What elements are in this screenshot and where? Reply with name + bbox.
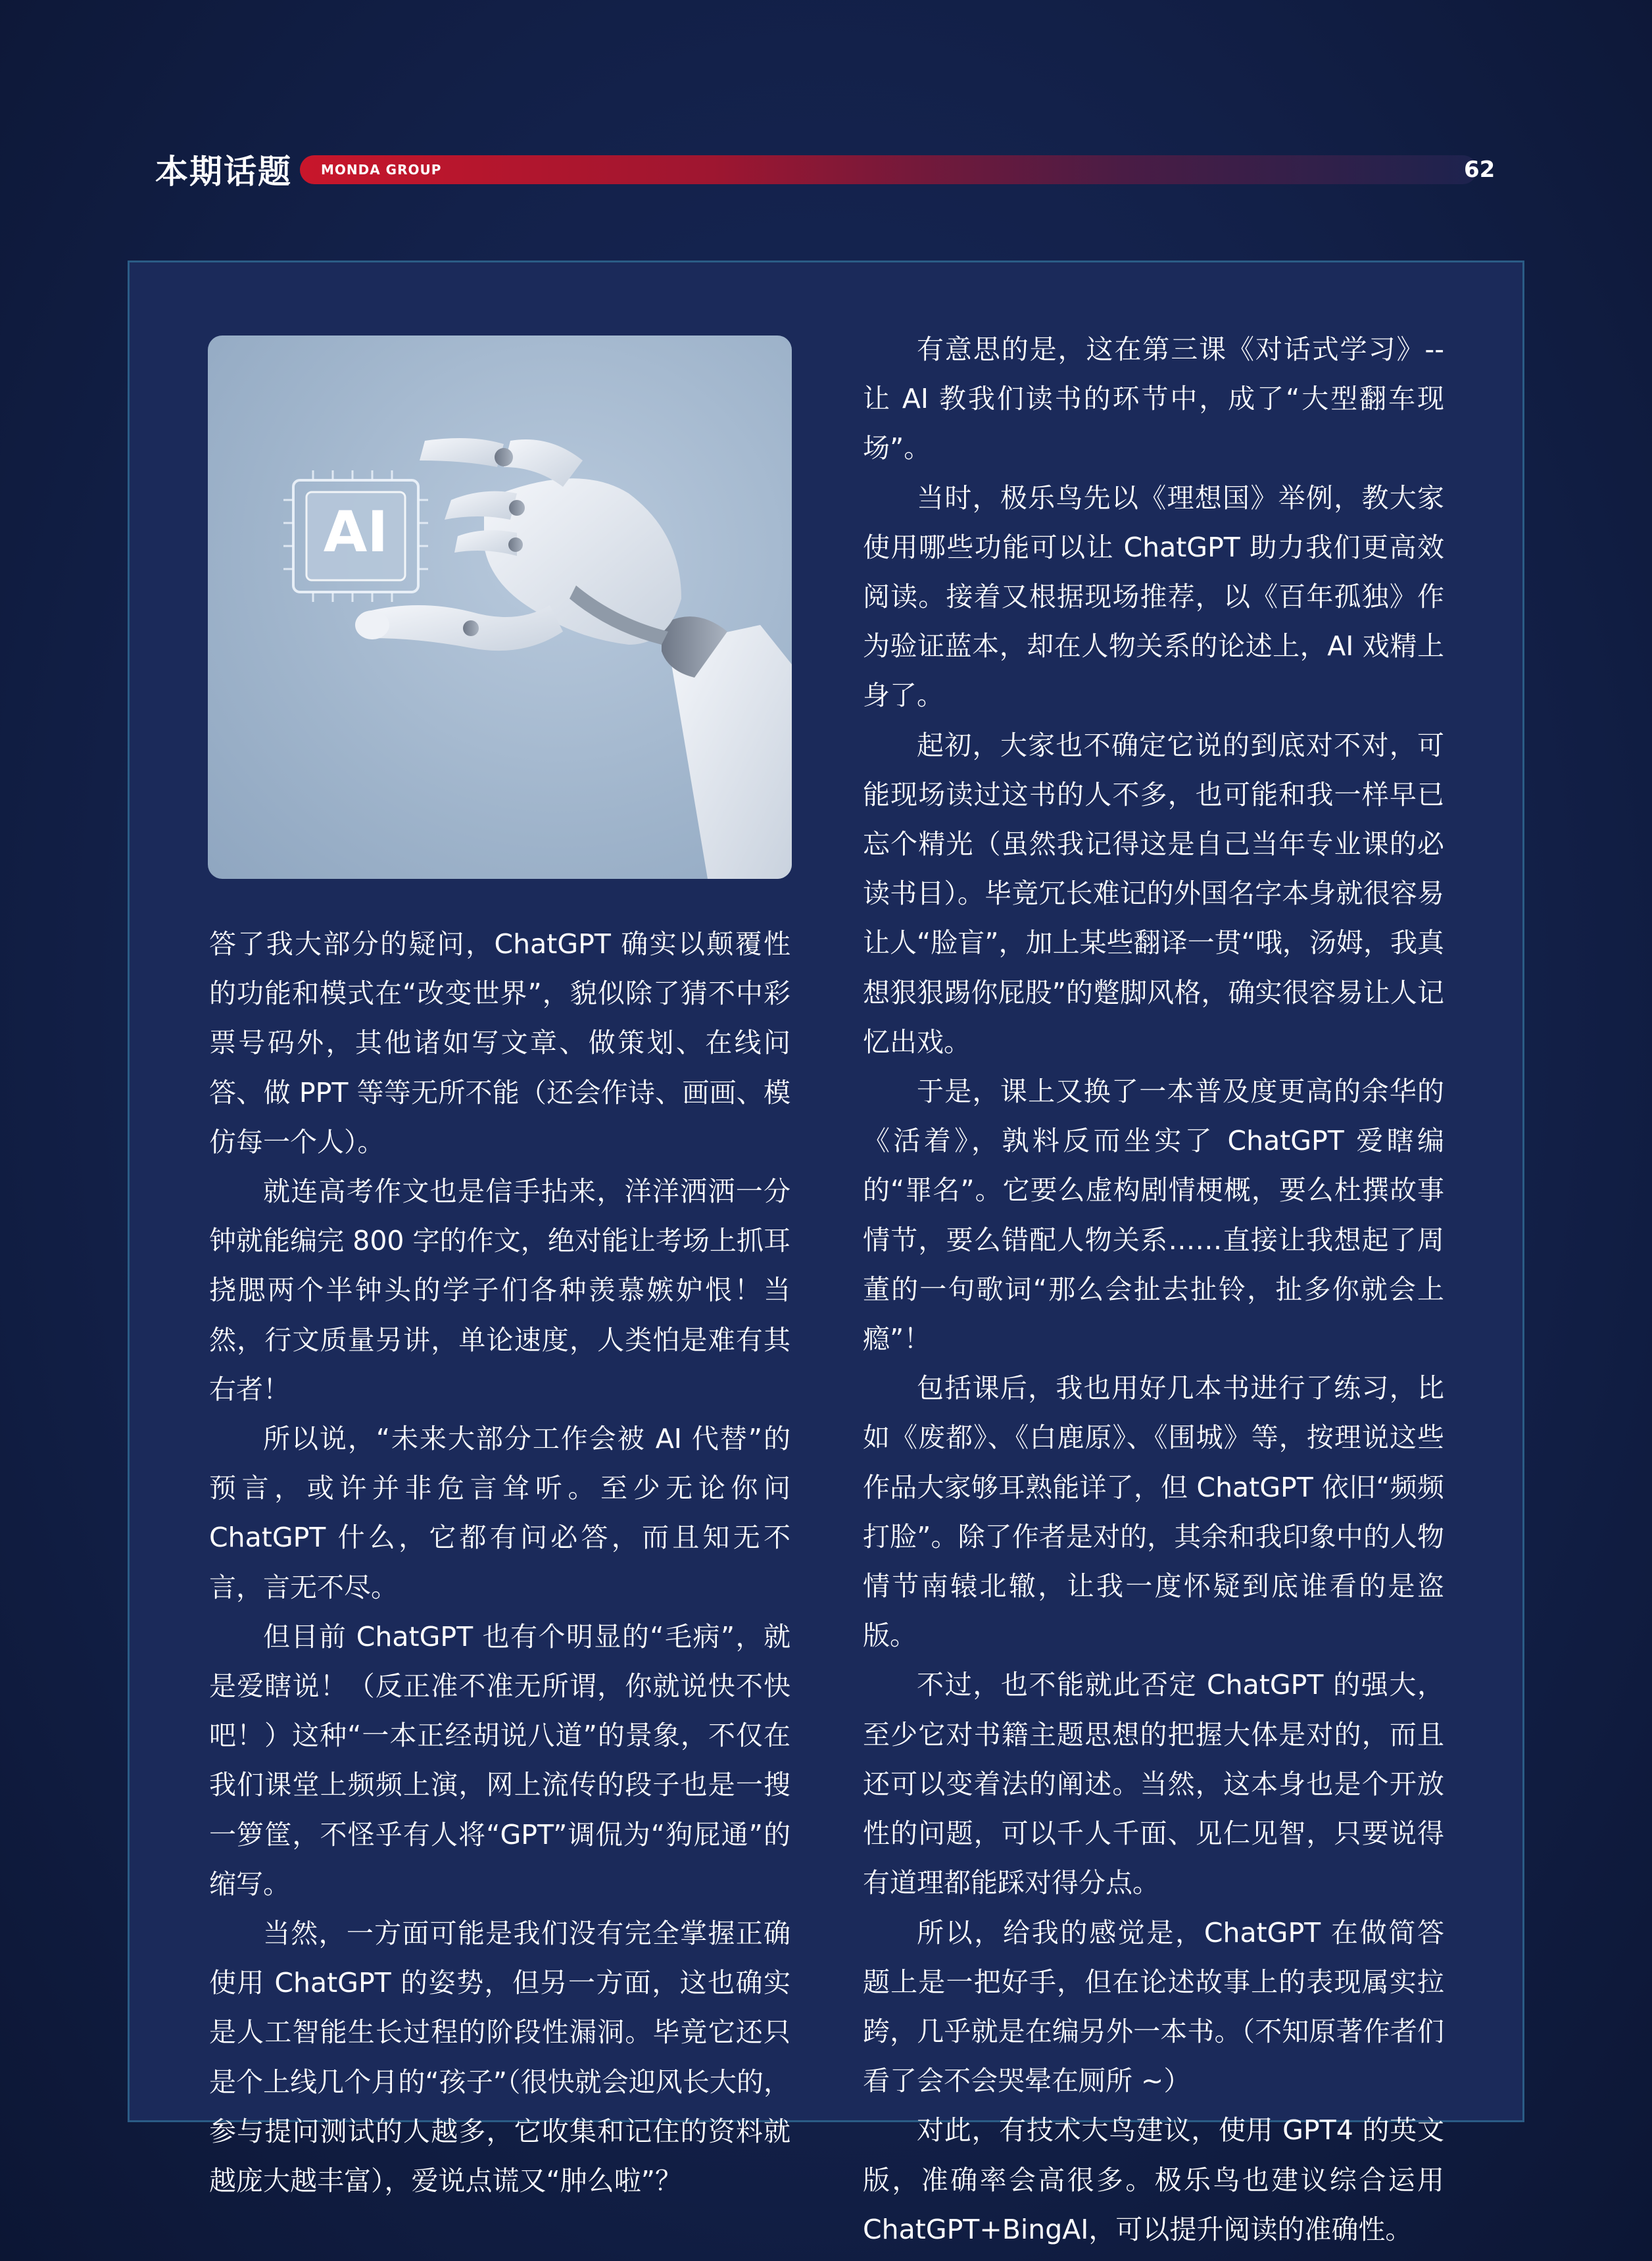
article-left-column (209, 920, 790, 2206)
right-paragraph-7: 所以，给我的感觉是，ChatGPT 在做简答题上是一把好手，但在论述故事上的表现属实拉跨，几乎就是在编另外一本书。（不知原著作者们看了会不会哭晕在厕所 ~） (863, 1916, 1444, 2097)
right-paragraph-1: 有意思的是，这在第三课《对话式学习》-- 让 AI 教我们读书的环节中，成了“大型翻车现场”。 (863, 334, 1444, 464)
left-paragraph-5: 当然，一方面可能是我们没有完全掌握正确使用 ChatGPT 的姿势，但另一方面，这也确实是人工智能生长过程的阶段性漏洞。毕竟它还只是个上线几个月的“孩子”（很快就会迎风长大的，参与提问测试的人越多，它收集和记住的资料就越庞大越丰富），爱说点谎又“肿么啦”？ (209, 1918, 790, 2197)
right-paragraph-5: 包括课后，我也用好几本书进行了练习，比如《废都》、《白鹿原》、《围城》等，按理说这些作品大家够耳熟能详了，但 ChatGPT 依旧“频频打脸”。除了作者是对的，其余和我印象中的人物情节南辕北辙，让我一度怀疑到底谁看的是盗版。 (863, 1372, 1444, 1652)
right-paragraph-8: 对此，有技术大鸟建议，使用 GPT4 的英文版，准确率会高很多。极乐鸟也建议综合运用 ChatGPT+BingAI，可以提升阅读的准确性。 (863, 2114, 1444, 2245)
right-paragraph-2: 当时，极乐鸟先以《理想国》举例，教大家使用哪些功能可以让 ChatGPT 助力我们更高效阅读。接着又根据现场推荐，以《百年孤独》作为验证蓝本，却在人物关系的论述上，AI 戏精上身了。 (863, 482, 1444, 712)
section-title: 本期话题 (155, 153, 292, 191)
left-paragraph-2: 就连高考作文也是信手拈来，洋洋洒洒一分钟就能编完 800 字的作文，绝对能让考场上抓耳挠腮两个半钟头的学子们各种羡慕嫉妒恨！当然，行文质量另讲，单论速度，人类怕是难有其右者！ (209, 1176, 790, 1405)
left-paragraph-1: 答了我大部分的疑问，ChatGPT 确实以颠覆性的功能和模式在“改变世界”，貌似除了猜不中彩票号码外，其他诸如写文章、做策划、在线问答、做 PPT 等等无所不能（还会作诗、画画、模仿每一个人）。 (209, 928, 790, 1158)
robot-hand-icon (208, 335, 792, 879)
header-bar (300, 155, 1477, 184)
right-paragraph-3: 起初，大家也不确定它说的到底对不对，可能现场读过这书的人不多，也可能和我一样早已忘个精光（虽然我记得这是自己当年专业课的必读书目）。毕竟冗长难记的外国名字本身就很容易让人“脸盲”，加上某些翻译一贯“哦，汤姆，我真想狠狠踢你屁股”的蹩脚风格，确实很容易让人记忆出戏。 (863, 729, 1444, 1058)
robot-hand-image (208, 335, 792, 879)
ai-chip-icon (283, 470, 428, 602)
right-paragraph-6: 不过，也不能就此否定 ChatGPT 的强大，至少它对书籍主题思想的把握大体是对的，而且还可以变着法的阐述。当然，这本身也是个开放性的问题，可以千人千面、见仁见智，只要说得有道理都能踩对得分点。 (863, 1669, 1444, 1899)
right-paragraph-4: 于是，课上又换了一本普及度更高的余华的《活着》，孰料反而坐实了 ChatGPT 爱瞎编的“罪名”。它要么虚构剧情梗概，要么杜撰故事情节，要么错配人物关系……直接让我想起了周董的一句歌词“那么会扯去扯铃，扯多你就会上瘾”！ (863, 1076, 1444, 1355)
ai-chip-label: AI (323, 499, 389, 565)
brand-label: MONDA GROUP (321, 162, 442, 178)
left-paragraph-3: 所以说，“未来大部分工作会被 AI 代替”的预言，或许并非危言耸听。至少无论你问 ChatGPT 什么，它都有问必答，而且知无不言，言无不尽。 (209, 1423, 790, 1603)
page-number: 62 (1464, 157, 1495, 183)
article-right-column (863, 325, 1444, 2254)
left-paragraph-4: 但目前 ChatGPT 也有个明显的“毛病”，就是爱瞎说！（反正准不准无所谓，你就说快不快吧！）这种“一本正经胡说八道”的景象，不仅在我们课堂上频频上演，网上流传的段子也是一搜一箩筐，不怪乎有人将“GPT”调侃为“狗屁通”的缩写。 (209, 1620, 790, 1900)
